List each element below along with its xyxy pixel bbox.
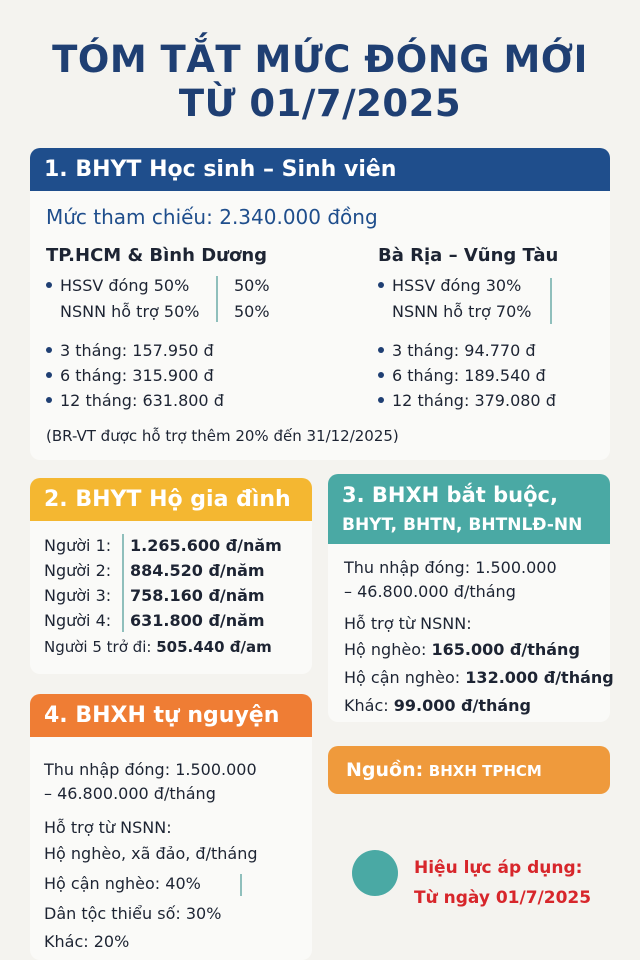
section-1-card (30, 148, 610, 460)
bullet-icon (378, 372, 384, 378)
divider (216, 276, 218, 322)
bullet-icon (46, 372, 52, 378)
source-value: BHXH TPHCM (428, 762, 542, 780)
reference-value: 2.340.000 đồng (219, 205, 378, 229)
left-ratio-2-value: 50% (234, 302, 270, 321)
s4-income-line-1: Thu nhập đóng: 1.500.000 (44, 760, 257, 779)
reference-level (46, 204, 378, 230)
s4-support-label: Hỗ trợ từ NSNN: (44, 818, 172, 837)
effective-line-2: Từ ngày 01/7/2025 (414, 888, 592, 908)
left-ratio-1-value: 50% (234, 276, 270, 295)
section-2-card (30, 478, 312, 674)
left-price-3m: 3 tháng: 157.950 đ (46, 341, 214, 361)
person-1-value: 1.265.600 đ/năm (130, 536, 282, 555)
bullet-icon (378, 397, 384, 403)
effective-line-1: Hiệu lực áp dụng: (414, 858, 583, 878)
person-4-label: Người 4: (44, 611, 112, 630)
section-3-card (328, 474, 614, 722)
s4-support-sub: Hộ nghèo, xã đảo, đ/tháng (44, 844, 258, 863)
person-2-value: 884.520 đ/năm (130, 561, 265, 580)
left-ratio-1: HSSV đóng 50% (46, 276, 189, 296)
bullet-icon (378, 282, 384, 288)
section-1-header: 1. BHYT Học sinh – Sinh viên (30, 148, 610, 191)
title-line-1: TÓM TẮT MỨC ĐÓNG MỚI (52, 38, 588, 81)
right-region-name: Bà Rịa – Vũng Tàu (378, 245, 559, 266)
s4-income-line-2: – 46.800.000 đ/tháng (44, 784, 216, 803)
left-price-12m: 12 tháng: 631.800 đ (46, 391, 224, 411)
section-4-header: 4. BHXH tự nguyện (30, 694, 312, 737)
person-3-value: 758.160 đ/năm (130, 586, 265, 605)
divider (122, 534, 124, 632)
section-3-header (328, 474, 610, 544)
s3-support-label: Hỗ trợ từ NSNN: (344, 614, 472, 633)
left-price-6m: 6 tháng: 315.900 đ (46, 366, 214, 386)
bullet-icon (46, 347, 52, 353)
right-price-12m: 12 tháng: 379.080 đ (378, 391, 556, 411)
person-1-label: Người 1: (44, 536, 112, 555)
s3-support-3: Khác: 99.000 đ/tháng (344, 696, 532, 715)
s3-support-2: Hộ cận nghèo: 132.000 đ/tháng (344, 668, 614, 687)
s4-item-3: Khác: 20% (44, 932, 130, 951)
left-region-name: TP.HCM & Bình Dương (46, 245, 268, 266)
bullet-icon (46, 282, 52, 288)
section-1-note: (BR-VT được hỗ trợ thêm 20% đến 31/12/2025) (46, 427, 399, 445)
effective-circle-icon (352, 850, 398, 896)
person-5-label: Người 5 trở đi: (44, 638, 152, 656)
s4-item-2: Dân tộc thiểu số: 30% (44, 904, 222, 923)
right-price-3m: 3 tháng: 94.770 đ (378, 341, 535, 361)
s3-support-1: Hộ nghèo: 165.000 đ/tháng (344, 640, 580, 659)
person-3-label: Người 3: (44, 586, 112, 605)
person-5-row (44, 637, 272, 657)
divider (240, 874, 242, 896)
s4-item-1: Hộ cận nghèo: 40% (44, 874, 201, 893)
right-ratio-2: NSNN hỗ trợ 70% (392, 302, 532, 321)
section-4-card (30, 694, 312, 960)
section-3-title-line-2: BHYT, BHTN, BHTNLĐ-NN (342, 515, 583, 535)
left-ratio-2: NSNN hỗ trợ 50% (60, 302, 200, 321)
person-5-value: 505.440 đ/am (156, 638, 272, 656)
s3-income-line-1: Thu nhập đóng: 1.500.000 (344, 558, 557, 577)
reference-label: Mức tham chiếu: (46, 205, 213, 229)
right-ratio-1: HSSV đóng 30% (378, 276, 521, 296)
bullet-icon (46, 397, 52, 403)
section-3-title-line-1: 3. BHXH bắt buộc, (342, 483, 558, 507)
title-line-2: TỪ 01/7/2025 (178, 82, 462, 125)
page-title (0, 38, 640, 126)
bullet-icon (378, 347, 384, 353)
source-label: Nguồn: (346, 759, 424, 781)
divider (550, 278, 552, 324)
person-4-value: 631.800 đ/năm (130, 611, 265, 630)
right-price-6m: 6 tháng: 189.540 đ (378, 366, 546, 386)
section-2-header: 2. BHYT Hộ gia đình (30, 478, 312, 521)
person-2-label: Người 2: (44, 561, 112, 580)
s3-income-line-2: – 46.800.000 đ/tháng (344, 582, 516, 601)
source-banner (328, 746, 610, 794)
